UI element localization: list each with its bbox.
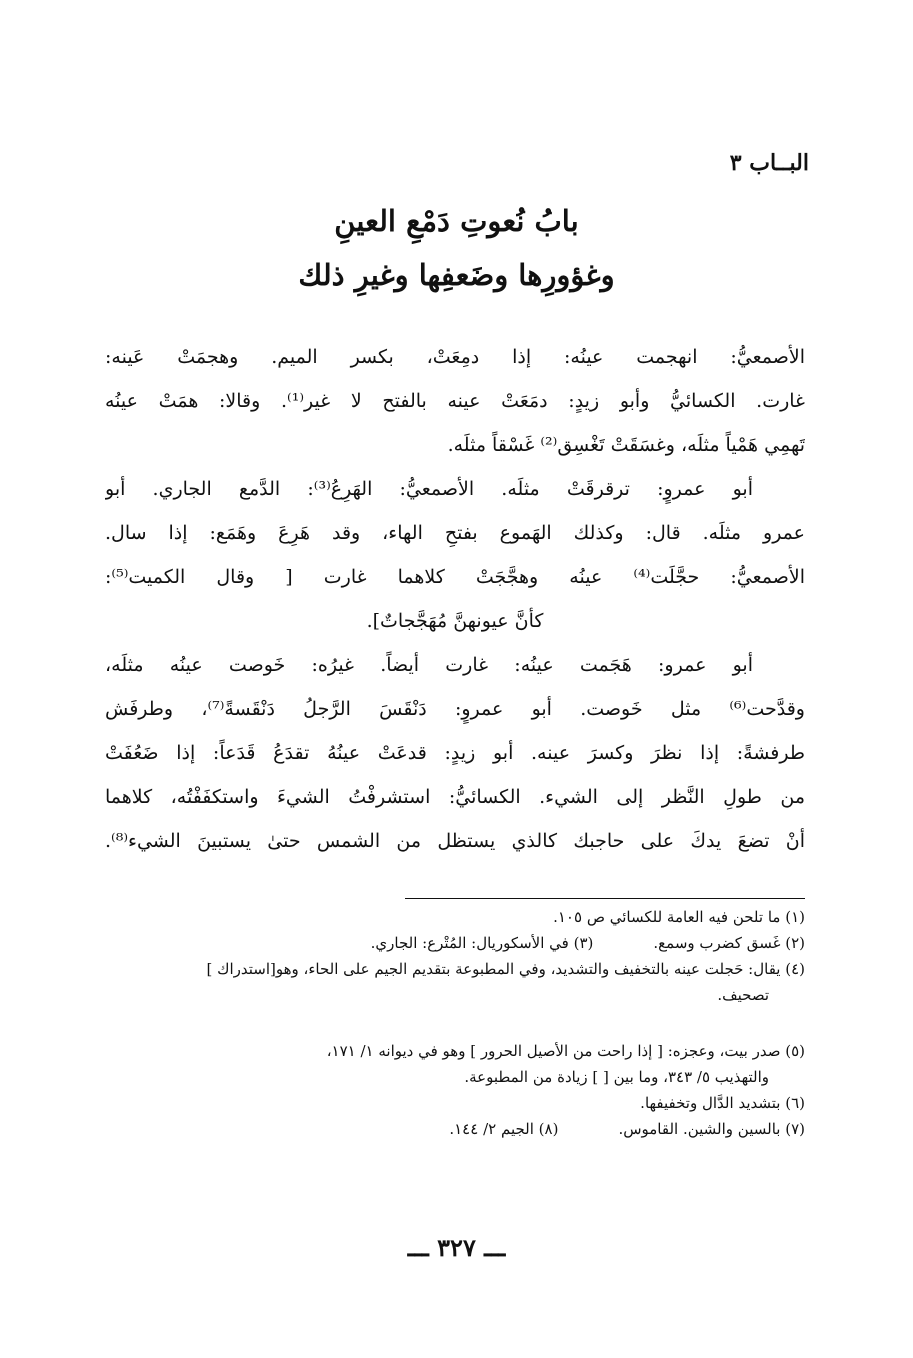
body-line: أنْ تضعَ يدكَ على حاجبك كالذي يستظل من الشمس حتىٰ يستبينَ الشيء⁽⁸⁾. — [105, 830, 805, 852]
footnote-3: (٣) في الأسكوريال: المُتْرع: الجاري. — [370, 934, 594, 952]
body-line: غارت. الكسائيُّ وأبو زيدٍ: دمَعَتْ عينه بالفتح لا غير⁽¹⁾. وقالا: همَتْ عينُه — [105, 390, 805, 412]
footnote-4: (٤) يقال: حَجلت عينه بالتخفيف والتشديد، وفي المطبوعة بتقديم الجيم على الحاء، وهو[استدراك ] — [206, 960, 805, 978]
body-line: من طولِ النَّظر إلى الشيء. الكسائيُّ: استشرفْتُ الشيءَ واستكفَفْتُه، كلاهما — [105, 786, 805, 808]
footnote-5: (٥) صدر بيت، وعجزه: [ إذا راحت من الأصيل الحرور ] وهو في ديوانه ١/ ١٧١، — [326, 1042, 805, 1060]
footnote-7: (٧) بالسين والشين. القاموس. — [618, 1120, 805, 1138]
footnote-8: (٨) الجيم ٢/ ١٤٤. — [449, 1120, 559, 1138]
footnote-row — [85, 1116, 805, 1142]
body-line: وقدَّحت⁽⁶⁾ مثل خَوصت. أبو عمروٍ: دَنْقَسَ الرَّجلُ دَنْقَسةً⁽⁷⁾، وطرفَش — [105, 698, 805, 720]
body-text — [105, 335, 805, 863]
body-line: عمرو مثلَه. قال: وكذلك الهَموع بفتحِ الهاء، وقد هَرِعَ وهَمَع: إذا سال. — [105, 522, 805, 544]
page-number: ـــ ٣٢٧ ـــ — [407, 1233, 506, 1262]
body-line: تَهمِي هَمْياً مثلَه، وغسَقَتْ تَغْسِق⁽²⁾ غَسْقاً مثلَه. — [447, 434, 805, 456]
footnotes — [85, 904, 805, 1008]
footnote-row — [85, 930, 805, 956]
chapter-label: البــاب ٣ — [729, 150, 809, 176]
footnote-2: (٢) غَسق كضرب وسمع. — [653, 934, 805, 952]
body-line: الأصمعيُّ: حجَّلَت⁽⁴⁾ عينُه وهجَّجَتْ كلاهما غارت [ وقال الكميت⁽⁵⁾: — [105, 566, 805, 588]
footnote-6: (٦) بتشديد الدَّال وتخفيفها. — [640, 1094, 805, 1112]
body-line: أبو عمرو: هَجَمت عينُه: غارت أيضاً. غيرُه: خَوصت عينُه مثلَه، — [105, 654, 753, 676]
footnote-1: (١) ما تلحن فيه العامة للكسائي ص ١٠٥. — [553, 908, 805, 926]
body-line: الأصمعيُّ: انهجمت عينُه: إذا دمِعَتْ، بكسر الميم. وهجمَتْ عَينه: — [105, 346, 805, 368]
footnote-separator — [405, 898, 805, 899]
section-title-line-2: وغؤورِها وضَعفِها وغيرِ ذلك — [298, 258, 615, 292]
verse-line: كأنَّ عيونهنَّ مُهَجَّجاتٌ]. — [366, 610, 544, 632]
body-line: طرفشةً: إذا نظرَ وكسرَ عينه. أبو زيدٍ: قدعَتْ عينُهُ تقدَعُ قَدَعاً: إذا ضَعُفَتْ — [105, 742, 805, 764]
body-line: أبو عمروٍ: ترقرقَتْ مثلَه. الأصمعيُّ: الهَرِعُ⁽³⁾: الدَّمع الجاري. أبو — [105, 478, 754, 500]
footnote-5-continued: والتهذيب ٥/ ٣٤٣، وما بين [ ] زيادة من المطبوعة. — [464, 1068, 769, 1086]
section-title-line-1: بابُ نُعوتِ دَمْعِ العينِ — [334, 204, 579, 238]
footnote-4-continued: تصحيف. — [717, 986, 769, 1004]
footnotes-continued — [85, 1038, 805, 1142]
